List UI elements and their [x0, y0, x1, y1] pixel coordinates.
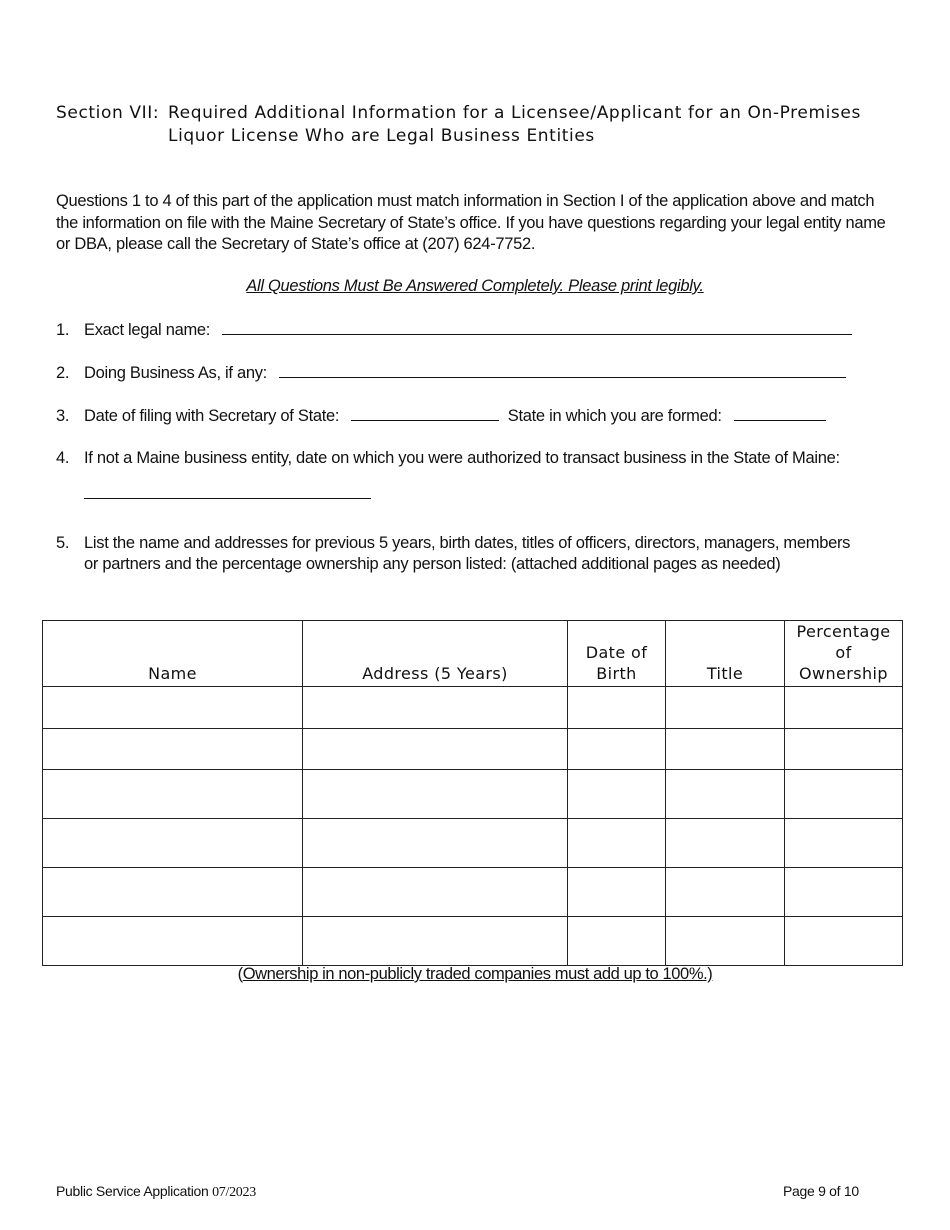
- intro-paragraph: Questions 1 to 4 of this part of the application must match information in Section I of the application above and match the information on file with the Maine Secretary of State’s office. If you have questions regarding your legal entity name or DBA, please call the Secretary of State’s office at (207) 624-7752.: [56, 192, 886, 253]
- question-number: 5.: [56, 534, 70, 552]
- footer-form-name: [56, 1183, 256, 1201]
- dob-cell[interactable]: [568, 917, 666, 966]
- ownership-footnote: [0, 965, 950, 984]
- question-label: List the name and addresses for previous 5 years, birth dates, titles of officers, directors, managers, members: [84, 534, 851, 552]
- header-title: Title: [666, 621, 785, 687]
- dba-field[interactable]: [279, 363, 846, 378]
- formation-state-field[interactable]: [734, 406, 826, 421]
- header-dob-line1: Date of: [585, 643, 648, 662]
- section-title-line2: Liquor License Who are Legal Business Entities: [168, 126, 595, 146]
- ownership-table: [42, 620, 903, 966]
- footer-page-number: Page 9 of 10: [783, 1183, 859, 1199]
- question-4: [56, 449, 840, 468]
- name-cell[interactable]: [43, 868, 303, 917]
- footnote-open-paren: (: [237, 965, 243, 983]
- dob-cell[interactable]: [568, 868, 666, 917]
- name-cell[interactable]: [43, 917, 303, 966]
- title-cell[interactable]: [666, 687, 785, 729]
- percentage-cell[interactable]: [785, 770, 903, 819]
- table-row: [43, 868, 903, 917]
- percentage-cell[interactable]: [785, 917, 903, 966]
- header-address: Address (5 Years): [303, 621, 568, 687]
- footnote-text: Ownership in non-publicly traded companies must add up to 100%.): [242, 965, 713, 983]
- header-name: Name: [43, 621, 303, 687]
- address-cell[interactable]: [303, 868, 568, 917]
- question-5: [56, 534, 850, 553]
- footer-form-title: Public Service Application: [56, 1183, 209, 1199]
- address-cell[interactable]: [303, 770, 568, 819]
- question-5-continued: or partners and the percentage ownership any person listed: (attached additional pages as needed): [84, 555, 781, 573]
- name-cell[interactable]: [43, 770, 303, 819]
- table-row: [43, 917, 903, 966]
- title-cell[interactable]: [666, 729, 785, 770]
- percentage-cell[interactable]: [785, 868, 903, 917]
- header-pct-line1: Percentage: [796, 622, 891, 641]
- header-dob-line2: Birth: [596, 664, 637, 683]
- question-3: [56, 406, 826, 426]
- table-header-row: [43, 621, 903, 687]
- table-row: [43, 819, 903, 868]
- question-label: If not a Maine business entity, date on which you were authorized to transact business in the State of Maine:: [84, 449, 840, 467]
- header-pct-line2: of: [835, 643, 852, 662]
- question-label-state: State in which you are formed:: [507, 407, 722, 425]
- percentage-cell[interactable]: [785, 687, 903, 729]
- authorization-date-field[interactable]: [84, 498, 371, 499]
- filing-date-field[interactable]: [351, 406, 499, 421]
- dob-cell[interactable]: [568, 729, 666, 770]
- address-cell[interactable]: [303, 687, 568, 729]
- section-label: Section VII:: [56, 103, 160, 123]
- question-number: 4.: [56, 449, 70, 467]
- dob-cell[interactable]: [568, 819, 666, 868]
- name-cell[interactable]: [43, 687, 303, 729]
- percentage-cell[interactable]: [785, 729, 903, 770]
- table-row: [43, 770, 903, 819]
- question-label: Doing Business As, if any:: [84, 364, 267, 382]
- dob-cell[interactable]: [568, 770, 666, 819]
- name-cell[interactable]: [43, 729, 303, 770]
- table-row: [43, 729, 903, 770]
- legal-name-field[interactable]: [222, 320, 852, 335]
- header-pct-line3: Ownership: [799, 664, 888, 683]
- header-dob: [568, 621, 666, 687]
- address-cell[interactable]: [303, 819, 568, 868]
- title-cell[interactable]: [666, 819, 785, 868]
- question-number: 1.: [56, 321, 70, 339]
- header-percentage: [785, 621, 903, 687]
- question-1: [56, 320, 852, 340]
- title-cell[interactable]: [666, 770, 785, 819]
- name-cell[interactable]: [43, 819, 303, 868]
- instruction-text: All Questions Must Be Answered Completely. Please print legibly.: [246, 277, 704, 295]
- section-title-line1: Required Additional Information for a Licensee/Applicant for an On-Premises: [168, 103, 861, 123]
- dob-cell[interactable]: [568, 687, 666, 729]
- address-cell[interactable]: [303, 729, 568, 770]
- title-cell[interactable]: [666, 917, 785, 966]
- question-2: [56, 363, 846, 383]
- question-number: 2.: [56, 364, 70, 382]
- question-label: Exact legal name:: [84, 321, 211, 339]
- percentage-cell[interactable]: [785, 819, 903, 868]
- table-row: [43, 687, 903, 729]
- title-cell[interactable]: [666, 868, 785, 917]
- question-number: 3.: [56, 407, 70, 425]
- address-cell[interactable]: [303, 917, 568, 966]
- question-label: Date of filing with Secretary of State:: [84, 407, 340, 425]
- footer-form-date: 07/2023: [212, 1185, 256, 1200]
